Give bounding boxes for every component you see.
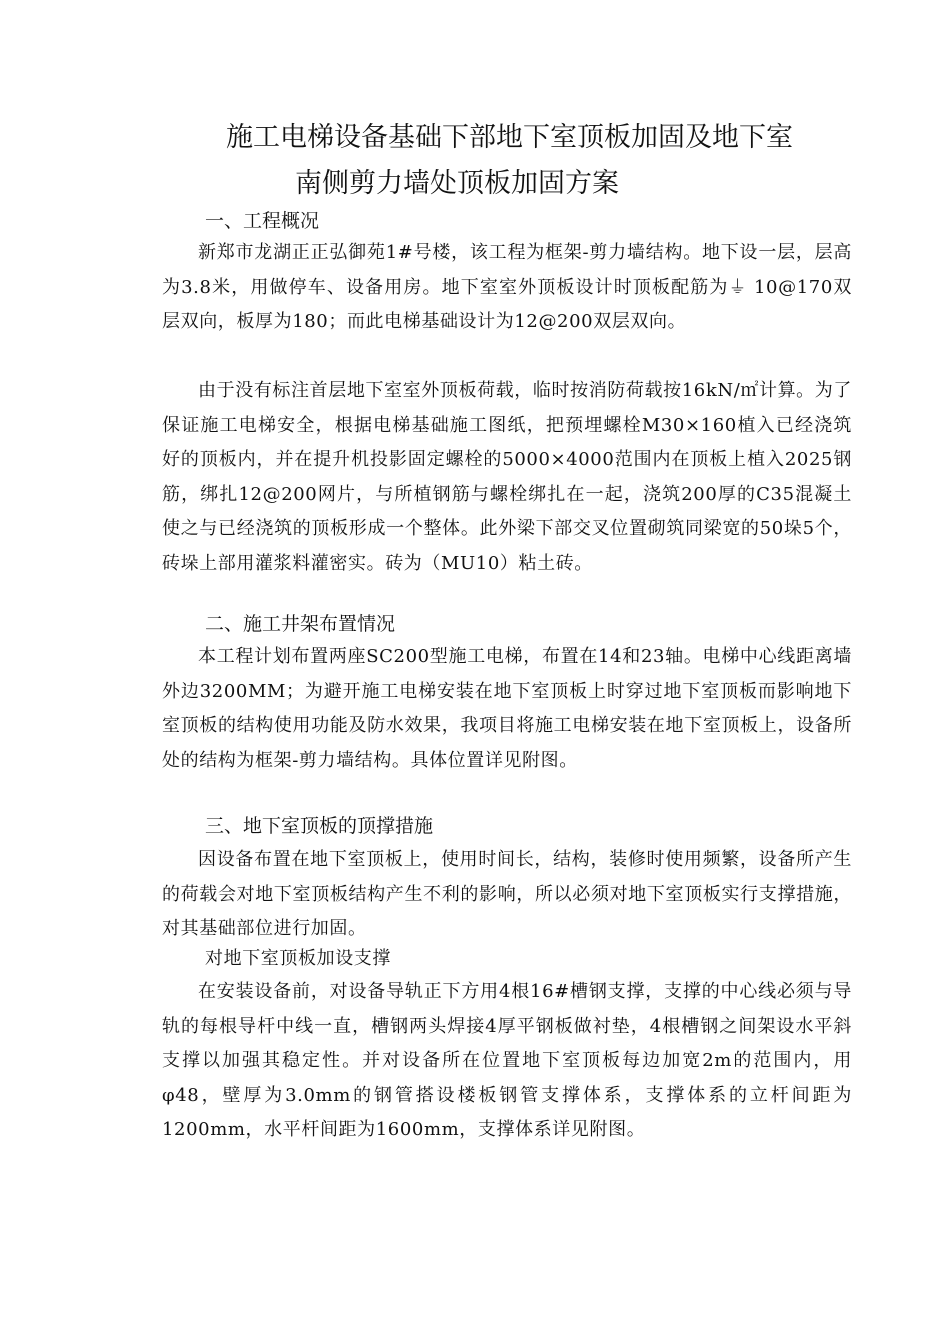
section-heading-overview: 一、工程概况 [205,210,320,232]
section-heading-hoist-layout: 二、施工井架布置情况 [205,613,396,635]
overview-paragraph-1: 新郑市龙湖正正弘御苑1#号楼，该工程为框架-剪力墙结构。地下设一层，层高为3.8米，用做停车、设备用房。地下室室外顶板设计时顶板配筋为⏚ 10@170双层双向，板厚为180；而此电梯基础设计为12@200双层双向。 [162,242,852,332]
section-heading-shoring-measures: 三、地下室顶板的顶撑措施 [205,815,434,837]
overview-paragraph-2: 由于没有标注首层地下室室外顶板荷载，临时按消防荷载按16kN/㎡计算。为了保证施工电梯安全，根据电梯基础施工图纸，把预埋螺栓M30×160植入已经浇筑好的顶板内，并在提升机投影固定螺栓的5000×4000范围内在顶板上植入2025钢筋，绑扎12@200网片，与所植钢筋与螺栓绑扎在一起，浇筑200厚的C35混凝土使之与已经浇筑的顶板形成一个整体。此外梁下部交叉位置砌筑同梁宽的50垛5个，砖垛上部用灌浆料灌密实。砖为（MU10）粘土砖。 [162,380,852,574]
shoring-paragraph-2: 在安装设备前，对设备导轨正下方用4根16#槽钢支撑，支撑的中心线必须与导轨的每根导杆中线一直，槽钢两头焊接4厚平钢板做衬垫，4根槽钢之间架设水平斜支撑以加强其稳定性。并对设备所在位置地下室顶板每边加宽2m的范围内，用φ48，壁厚为3.0mm的钢管搭设楼板钢管支撑体系，支撑体系的立杆间距为1200mm，水平杆间距为1600mm，支撑体系详见附图。 [162,981,852,1140]
shoring-paragraph-1: 因设备布置在地下室顶板上，使用时间长，结构，装修时使用频繁，设备所产生的荷载会对地下室顶板结构产生不利的影响，所以必须对地下室顶板实行支撑措施，对其基础部位进行加固。 [162,849,852,939]
shoring-subheading: 对地下室顶板加设支撑 [205,948,391,969]
document-title-line-1: 施工电梯设备基础下部地下室顶板加固及地下室 [226,122,793,153]
document-title-line-2: 南侧剪力墙处顶板加固方案 [295,168,619,199]
hoist-layout-paragraph: 本工程计划布置两座SC200型施工电梯，布置在14和23轴。电梯中心线距离墙外边3200MM；为避开施工电梯安装在地下室顶板上时穿过地下室顶板而影响地下室顶板的结构使用功能及防水效果，我项目将施工电梯安装在地下室顶板上，设备所处的结构为框架-剪力墙结构。具体位置详见附图。 [162,646,852,771]
